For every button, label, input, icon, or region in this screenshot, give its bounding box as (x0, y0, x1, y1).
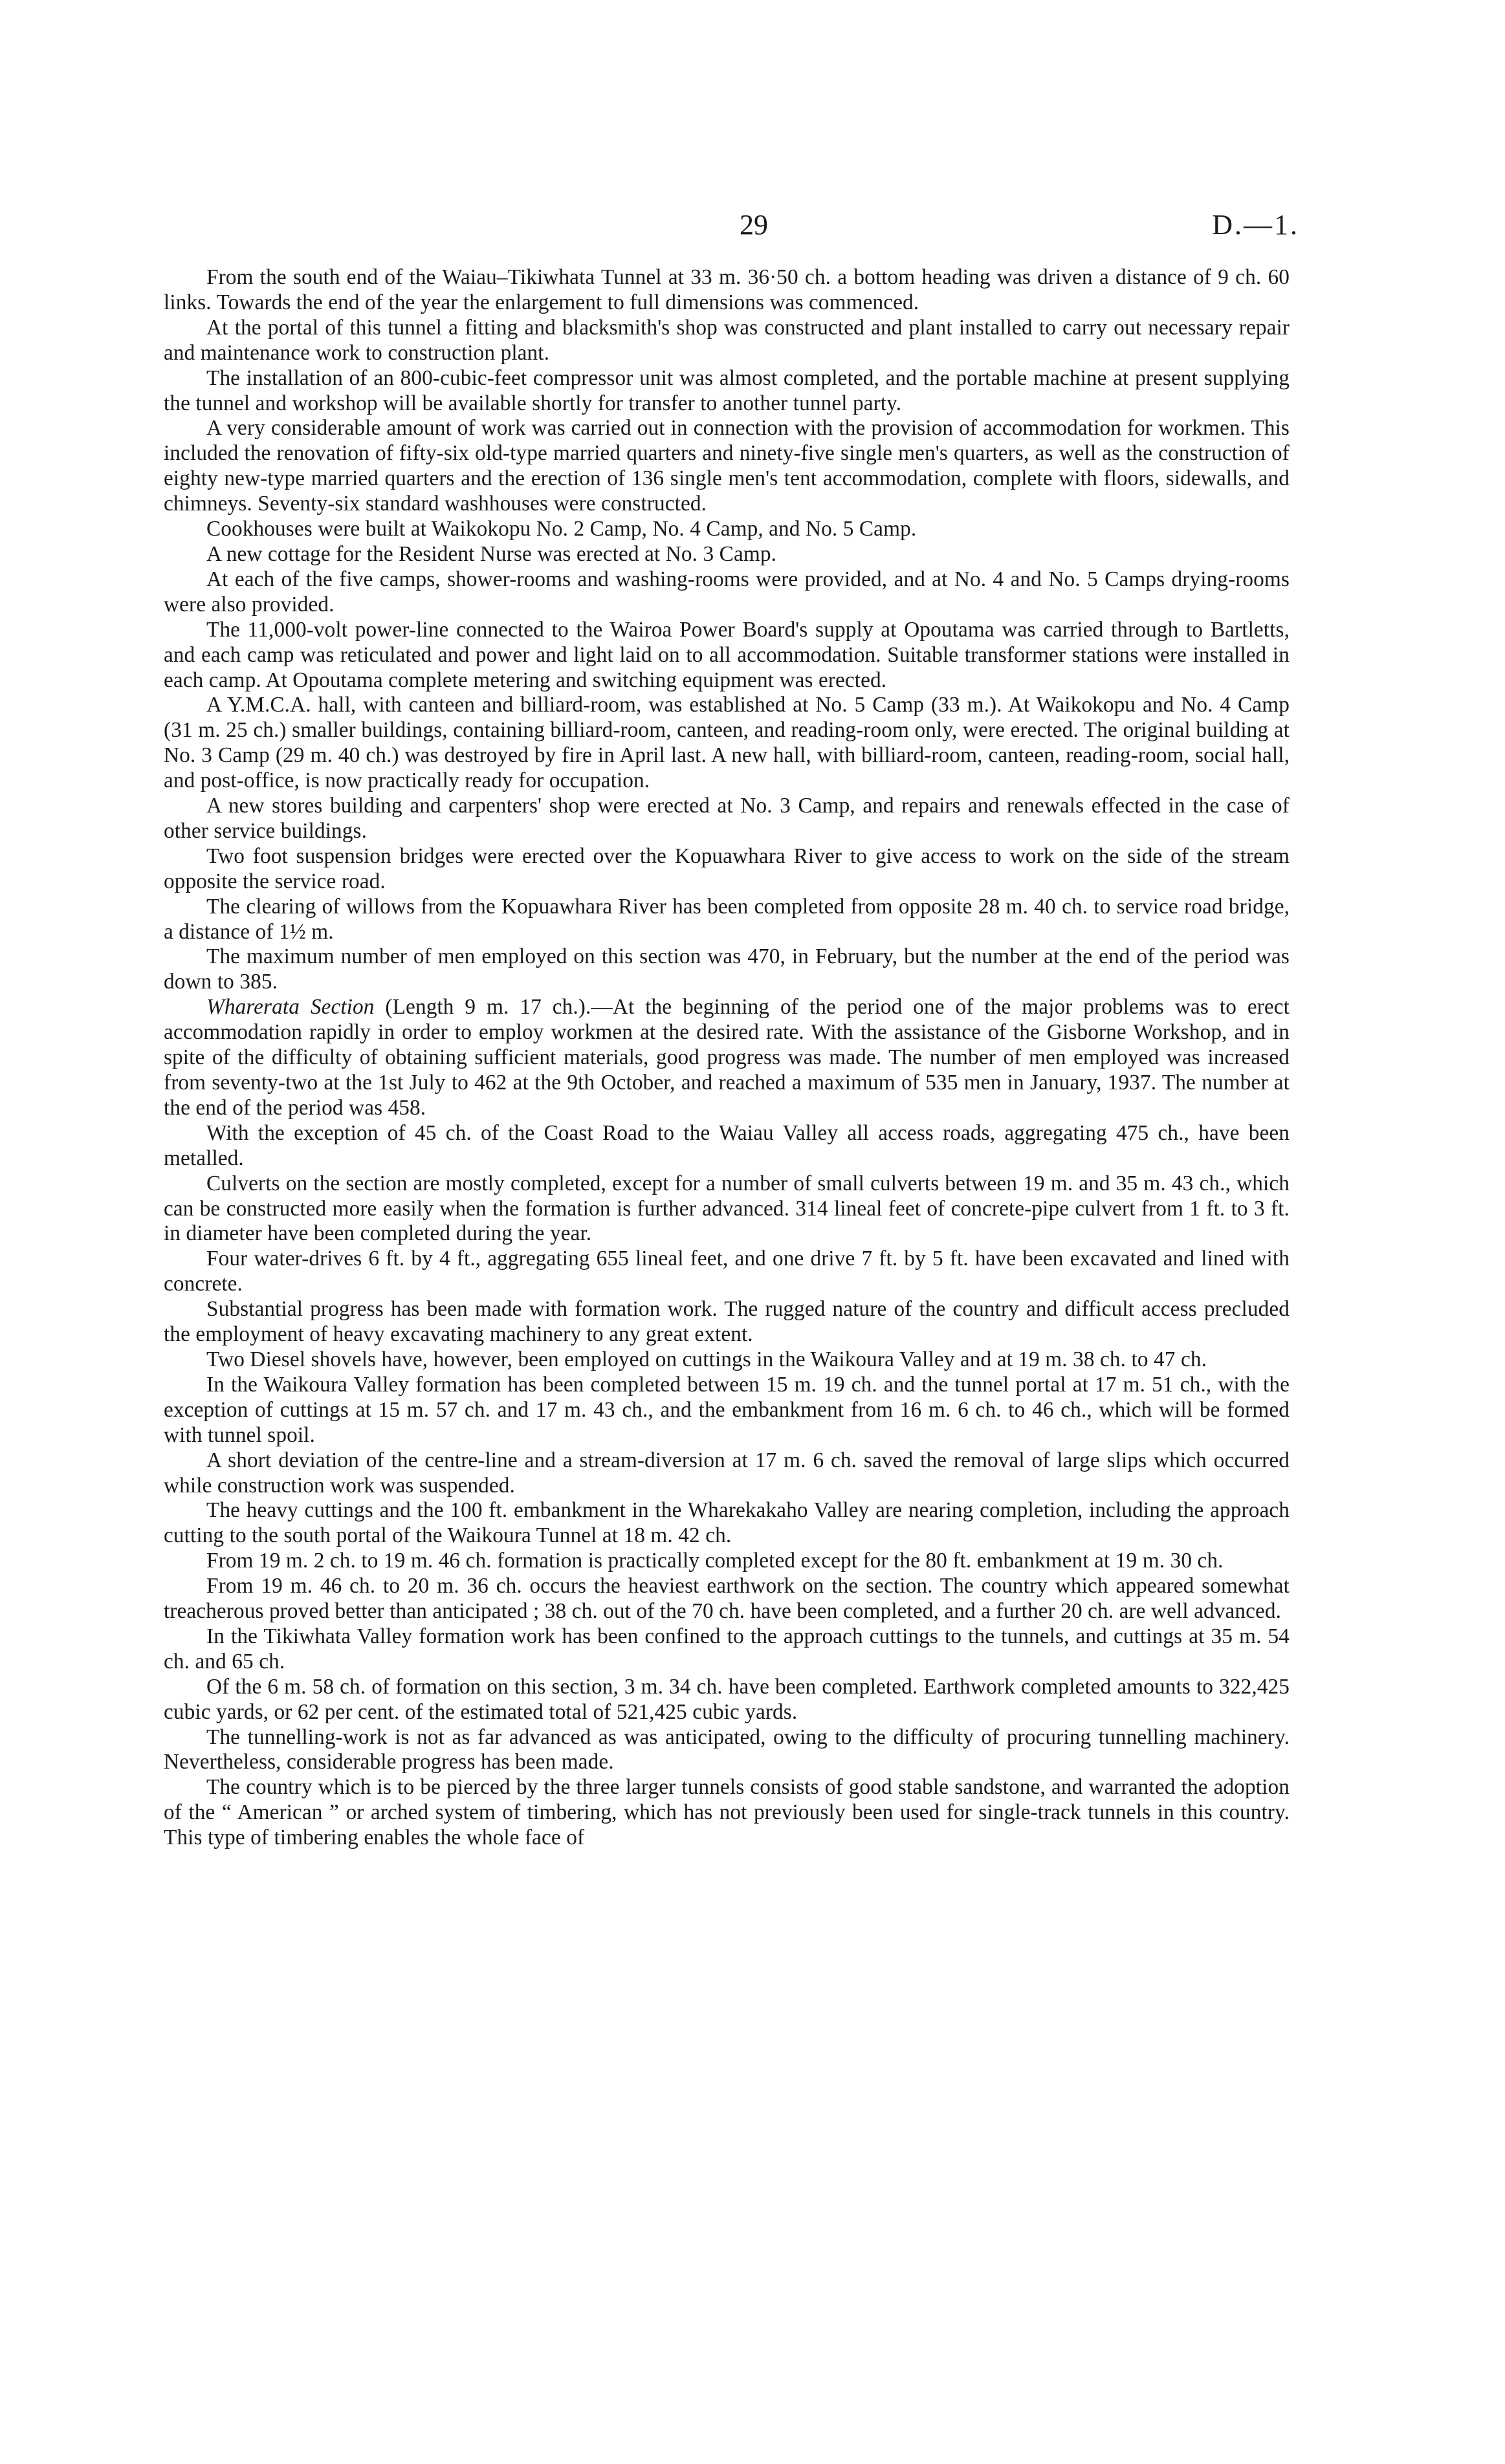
paragraph: The 11,000-volt power-line connected to the Wairoa Power Board's supply at Opoutama was carried through to Bartletts, and each camp was reticulated and power and light laid on to all accommodation. Suitable transformer stations were installed in each camp. At Opoutama complete metering and switching equipment was erected. (164, 617, 1290, 692)
paragraph: The tunnelling-work is not as far advanced as was anticipated, owing to the difficulty of procuring tunnelling machinery. Nevertheless, considerable progress has been made. (164, 1725, 1290, 1774)
paragraph: From 19 m. 46 ch. to 20 m. 36 ch. occurs the heaviest earthwork on the section. The country which appeared somewhat treacherous proved better than anticipated ; 38 ch. out of the 70 ch. have been completed, and a further 20 ch. are well advanced. (164, 1574, 1290, 1624)
paragraph: A new cottage for the Resident Nurse was erected at No. 3 Camp. (206, 541, 776, 566)
paragraph: Two foot suspension bridges were erected over the Kopuawhara River to give access to work on the side of the stream opposite the service road. (164, 844, 1290, 893)
paragraph: In the Waikoura Valley formation has been completed between 15 m. 19 ch. and the tunnel portal at 17 m. 51 ch., with the exception of cuttings at 15 m. 57 ch. and 17 m. 43 ch., and the embankment from 16 m. 6 ch. to 46 ch., which will be formed with tunnel spoil. (164, 1372, 1290, 1447)
paragraph: A new stores building and carpenters' shop were erected at No. 3 Camp, and repairs and renewals effected in the case of other service buildings. (164, 794, 1290, 843)
paragraph: Of the 6 m. 58 ch. of formation on this section, 3 m. 34 ch. have been completed. Earthwork completed amounts to 322,425 cubic yards, or 62 per cent. of the estimated total of 521,425 cubic yards. (164, 1674, 1290, 1724)
paragraph: Substantial progress has been made with formation work. The rugged nature of the country and difficult access precluded the employment of heavy excavating machinery to any great extent. (164, 1297, 1290, 1347)
paragraph: Culverts on the section are mostly completed, except for a number of small culverts between 19 m. and 35 m. 43 ch., which can be constructed more easily when the formation is further advanced. 314 lineal feet of concrete-pipe culvert from 1 ft. to 3 ft. in diameter have been completed during the year. (164, 1171, 1290, 1246)
paragraph: With the exception of 45 ch. of the Coast Road to the Waiau Valley all access roads, aggregating 475 ch., have been metalled. (164, 1120, 1290, 1170)
paragraph: At the portal of this tunnel a fitting and blacksmith's shop was constructed and plant installed to carry out necessary repair and maintenance work to construction plant. (164, 315, 1290, 365)
section-text: (Length 9 m. 17 ch.).—At the beginning of the period one of the major problems was to erect accommodation rapidly in order to employ workmen at the desired rate. With the assistance of the Gisborne Workshop, and in spite of the difficulty of obtaining sufficient materials, good progress was made. The number of men employed was increased from seventy-two at the 1st July to 462 at the 9th October, and reached a maximum of 535 men in January, 1937. The number at the end of the period was 458. (164, 995, 1290, 1120)
document-reference: D.—1. (1212, 209, 1299, 241)
paragraph: A short deviation of the centre-line and a stream-diversion at 17 m. 6 ch. saved the removal of large slips which occurred while construction work was suspended. (164, 1448, 1290, 1498)
paragraph: Four water-drives 6 ft. by 4 ft., aggregating 655 lineal feet, and one drive 7 ft. by 5 ft. have been excavated and lined with concrete. (164, 1247, 1290, 1296)
page-number: 29 (740, 209, 768, 241)
paragraph: In the Tikiwhata Valley formation work has been confined to the approach cuttings to the tunnels, and cuttings at 35 m. 54 ch. and 65 ch. (164, 1624, 1290, 1674)
paragraph: The maximum number of men employed on this section was 470, in February, but the number at the end of the period was down to 385. (164, 944, 1290, 994)
paragraph: From 19 m. 2 ch. to 19 m. 46 ch. formation is practically completed except for the 80 ft. embankment at 19 m. 30 ch. (206, 1549, 1224, 1573)
paragraph: Two Diesel shovels have, however, been employed on cuttings in the Waikoura Valley and at 19 m. 38 ch. to 47 ch. (206, 1347, 1207, 1371)
page-header (0, 206, 1505, 245)
paragraph: The country which is to be pierced by the three larger tunnels consists of good stable sandstone, and warranted the adoption of the “ American ” or arched system of timbering, which has not previously been used for single-track tunnels in this country. This type of timbering enables the whole face of (164, 1775, 1290, 1850)
paragraph: The heavy cuttings and the 100 ft. embankment in the Wharekakaho Valley are nearing completion, including the approach cutting to the south portal of the Waikoura Tunnel at 18 m. 42 ch. (164, 1498, 1290, 1548)
paragraph: A very considerable amount of work was carried out in connection with the provision of accommodation for workmen. This included the renovation of fifty-six old-type married quarters and ninety-five single men's quarters, as well as the construction of eighty new-type married quarters and the erection of 136 single men's tent accommodation, complete with floors, sidewalls, and chimneys. Seventy-six standard washhouses were constructed. (164, 416, 1290, 516)
paragraph: From the south end of the Waiau–Tikiwhata Tunnel at 33 m. 36·50 ch. a bottom heading was driven a distance of 9 ch. 60 links. Towards the end of the year the enlargement to full dimensions was commenced. (164, 265, 1290, 314)
paragraph: At each of the five camps, shower-rooms and washing-rooms were provided, and at No. 4 and No. 5 Camps drying-rooms were also provided. (164, 567, 1290, 616)
paragraph: Cookhouses were built at Waikokopu No. 2 Camp, No. 4 Camp, and No. 5 Camp. (206, 517, 917, 541)
section-paragraph (164, 995, 1290, 1121)
paragraph: The clearing of willows from the Kopuawhara River has been completed from opposite 28 m. 40 ch. to service road bridge, a distance of 1½ m. (164, 894, 1290, 944)
paragraph: The installation of an 800-cubic-feet compressor unit was almost completed, and the portable machine at present supplying the tunnel and workshop will be available shortly for transfer to another tunnel party. (164, 365, 1290, 415)
section-heading: Wharerata Section (206, 995, 375, 1019)
paragraph: A Y.M.C.A. hall, with canteen and billiard-room, was established at No. 5 Camp (33 m.). At Waikokopu and No. 4 Camp (31 m. 25 ch.) smaller buildings, containing billiard-room, canteen, and reading-room only, were erected. The original building at No. 3 Camp (29 m. 40 ch.) was destroyed by fire in April last. A new hall, with billiard-room, canteen, reading-room, social hall, and post-office, is now practically ready for occupation. (164, 693, 1290, 793)
body-text (164, 265, 1290, 1851)
